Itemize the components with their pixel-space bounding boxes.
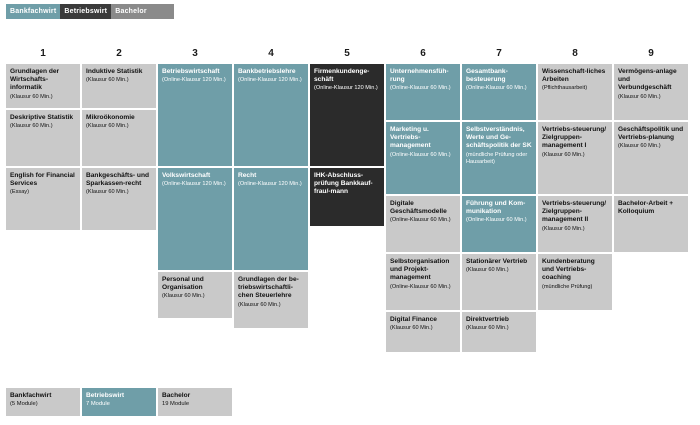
column-1: [6, 64, 80, 354]
module-exam-info: (Online-Klausur 120 Min.): [238, 181, 302, 188]
module-exam-info: (Online-Klausur 120 Min.): [314, 85, 378, 92]
module-title: Gesamtbank-besteuerung: [466, 68, 508, 84]
column-4: [234, 64, 308, 354]
column-number-9: 9: [648, 48, 654, 59]
module-title: Bankgeschäfts- und Sparkassen-recht: [86, 172, 150, 188]
module-exam-info: (Online-Klausur 60 Min.): [390, 85, 451, 92]
column-2: [82, 64, 156, 354]
module-box[interactable]: [6, 64, 80, 108]
module-title: Betriebswirtschaft: [162, 68, 220, 75]
module-box[interactable]: [6, 110, 80, 166]
legend-subtitle: 7 Module: [86, 401, 110, 408]
module-exam-info: (Online-Klausur 60 Min.): [466, 85, 527, 92]
module-exam-info: (Online-Klausur 60 Min.): [390, 151, 451, 158]
module-box[interactable]: [234, 272, 308, 328]
column-9: [614, 64, 688, 354]
module-title: Wissenschaft-liches Arbeiten: [542, 68, 606, 84]
module-box[interactable]: [538, 64, 612, 120]
module-title: Stationärer Vertrieb: [466, 258, 528, 265]
column-number-8: 8: [572, 48, 578, 59]
module-box[interactable]: [234, 168, 308, 270]
module-box[interactable]: [386, 254, 460, 310]
module-box[interactable]: [462, 196, 536, 252]
module-exam-info: (Klausur 60 Min.): [618, 143, 661, 150]
title-bar: [6, 4, 174, 19]
title-segment-1: Bankfachwirt: [6, 4, 60, 19]
module-exam-info: (Essay): [10, 189, 29, 196]
module-title: Selbstverständnis, Werte und Ge-schäftspolitik der SK: [466, 126, 532, 150]
column-number-6: 6: [420, 48, 426, 59]
module-exam-info: (Klausur 60 Min.): [618, 93, 661, 100]
legend-subtitle: 19 Module: [162, 401, 190, 408]
legend-item-1[interactable]: [6, 388, 80, 416]
module-exam-info: (Klausur 60 Min.): [10, 93, 53, 100]
column-number-4: 4: [268, 48, 274, 59]
module-exam-info: (Klausur 60 Min.): [466, 267, 509, 274]
module-title: Bachelor-Arbeit + Kolloquium: [618, 200, 674, 216]
module-title: Selbstorganisation und Projekt-management: [390, 258, 450, 282]
module-title: Geschäftspolitik und Vertriebs-planung: [618, 126, 684, 142]
module-exam-info: (Online-Klausur 60 Min.): [390, 217, 451, 224]
module-exam-info: (Klausur 60 Min.): [10, 123, 53, 130]
module-box[interactable]: [310, 64, 384, 166]
module-box[interactable]: [614, 64, 688, 120]
module-box[interactable]: [462, 312, 536, 352]
module-title: English for Financial Services: [10, 172, 75, 188]
module-title: Mikroökonomie: [86, 114, 135, 121]
column-number-7: 7: [496, 48, 502, 59]
module-title: Grundlagen der be-triebswirtschaftli-chen Steuerlehre: [238, 276, 299, 300]
module-box[interactable]: [386, 64, 460, 120]
legend-subtitle: (5 Module): [10, 401, 38, 408]
column-number-2: 2: [116, 48, 122, 59]
module-title: Recht: [238, 172, 257, 179]
title-segment-3: Bachelor: [115, 8, 147, 15]
column-7: [462, 64, 536, 354]
module-box[interactable]: [462, 122, 536, 194]
module-exam-info: (Klausur 60 Min.): [86, 77, 129, 84]
module-exam-info: (Online-Klausur 60 Min.): [466, 217, 527, 224]
module-title: Kundenberatung und Vertriebs-coaching: [542, 258, 595, 282]
module-title: Vertriebs-steuerung/ Zielgruppen-management II: [542, 200, 607, 224]
legend-title: Bankfachwirt: [10, 392, 52, 399]
module-title: Unternehmensfüh-rung: [390, 68, 449, 84]
module-exam-info: (Klausur 60 Min.): [542, 151, 585, 158]
module-box[interactable]: [614, 122, 688, 194]
module-box[interactable]: [158, 64, 232, 166]
module-box[interactable]: [6, 168, 80, 230]
module-exam-info: (Online-Klausur 120 Min.): [162, 77, 226, 84]
column-number-3: 3: [192, 48, 198, 59]
module-exam-info: (mündliche Prüfung): [542, 283, 593, 290]
module-box[interactable]: [386, 196, 460, 252]
module-box[interactable]: [158, 168, 232, 270]
module-box[interactable]: [538, 122, 612, 194]
column-number-5: 5: [344, 48, 350, 59]
module-title: Personal und Organisation: [162, 276, 204, 292]
legend-item-3[interactable]: [158, 388, 232, 416]
module-title: Bankbetriebslehre: [238, 68, 296, 75]
legend-title: Bachelor: [162, 392, 191, 399]
column-number-1: 1: [40, 48, 46, 59]
module-title: Direktvertrieb: [466, 316, 509, 323]
module-box[interactable]: [82, 64, 156, 108]
module-title: Führung und Kom-munikation: [466, 200, 526, 216]
module-exam-info: (Online-Klausur 120 Min.): [162, 181, 226, 188]
module-box[interactable]: [538, 196, 612, 252]
module-box[interactable]: [386, 122, 460, 194]
module-box[interactable]: [82, 168, 156, 230]
module-exam-info: (Klausur 60 Min.): [466, 325, 509, 332]
module-box[interactable]: [82, 110, 156, 166]
column-3: [158, 64, 232, 354]
legend: [6, 388, 234, 416]
title-segment-2: Betriebswirt: [60, 4, 111, 19]
module-exam-info: (Online-Klausur 60 Min.): [390, 283, 451, 290]
column-5: [310, 64, 384, 354]
module-exam-info: (Klausur 60 Min.): [542, 225, 585, 232]
module-title: Vermögens-anlage und Verbundgeschäft: [618, 68, 677, 92]
module-exam-info: (Pflichthausarbeit): [542, 85, 588, 92]
module-title: Vertriebs-steuerung/ Zielgruppen-management I: [542, 126, 607, 150]
module-exam-info: (Klausur 60 Min.): [162, 293, 205, 300]
column-8: [538, 64, 612, 354]
module-title: Deskriptive Statistik: [10, 114, 74, 121]
module-box[interactable]: [462, 254, 536, 310]
column-container: [6, 64, 694, 354]
legend-item-2[interactable]: [82, 388, 156, 416]
module-title: Grundlagen der Wirtschafts-: [10, 68, 60, 84]
module-title: Digital Finance: [390, 316, 437, 323]
legend-title: Betriebswirt: [86, 392, 125, 399]
module-title: Induktive Statistik: [86, 68, 143, 75]
module-title: Firmenkundenge-schäft: [314, 68, 370, 84]
module-exam-info: (Online-Klausur 120 Min.): [238, 77, 302, 84]
module-box[interactable]: [234, 64, 308, 166]
module-title: Digitale Geschäftsmodelle: [390, 200, 447, 216]
module-title-line2: informatik: [10, 84, 42, 92]
column-header-row: [6, 48, 694, 64]
module-title: Marketing u. Vertriebs-management: [390, 126, 431, 150]
module-title: IHK-Abschluss-prüfung Bankkauf-frau/-mann: [314, 172, 373, 196]
module-exam-info: (Klausur 60 Min.): [238, 301, 281, 308]
module-box[interactable]: [386, 312, 460, 352]
column-6: [386, 64, 460, 354]
module-box[interactable]: [310, 168, 384, 226]
module-exam-info: (Klausur 60 Min.): [390, 325, 433, 332]
module-title: Volkswirtschaft: [162, 172, 211, 179]
module-exam-info: (Klausur 60 Min.): [86, 189, 129, 196]
module-exam-info: (Klausur 60 Min.): [86, 123, 129, 130]
module-box[interactable]: [538, 254, 612, 310]
module-exam-info: (mündliche Prüfung oder Hausarbeit): [466, 151, 528, 166]
module-box[interactable]: [614, 196, 688, 252]
module-box[interactable]: [158, 272, 232, 318]
module-box[interactable]: [462, 64, 536, 120]
module-grid: [6, 48, 694, 354]
